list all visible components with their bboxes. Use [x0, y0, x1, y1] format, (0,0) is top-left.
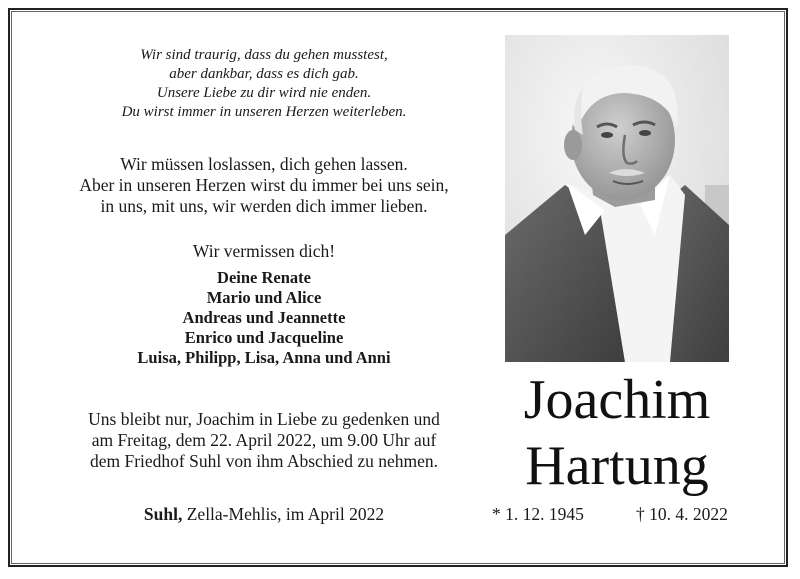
poem — [40, 46, 488, 122]
family-member: Enrico und Jacqueline — [184, 328, 344, 347]
funeral-line: am Freitag, dem 22. April 2022, um 9.00 Uhr auf — [91, 430, 437, 450]
poem-line: Wir sind traurig, dass du gehen musstest, — [140, 47, 388, 63]
poem-line: aber dankbar, dass es dich gab. — [169, 66, 359, 82]
birth-date: * 1. 12. 1945 — [492, 504, 584, 524]
place-date — [40, 504, 488, 525]
miss-line: Wir vermissen dich! — [192, 241, 336, 261]
family-list — [40, 268, 488, 368]
verse-line: Aber in unseren Herzen wirst du immer bei uns sein, — [79, 175, 449, 195]
place-rest: Zella-Mehlis, im April 2022 — [182, 504, 385, 524]
obituary-text-column — [40, 46, 488, 472]
funeral-notice — [40, 409, 488, 472]
death-date: † 10. 4. 2022 — [636, 504, 728, 524]
deceased-first-name: Joachim — [523, 369, 711, 431]
verse — [40, 154, 488, 217]
poem-line: Unsere Liebe zu dir wird nie enden. — [156, 85, 372, 101]
poem-line: Du wirst immer in unseren Herzen weiterleben. — [121, 104, 407, 120]
deceased-last-name: Hartung — [525, 435, 709, 497]
portrait-photo — [505, 35, 729, 362]
funeral-line: dem Friedhof Suhl von ihm Abschied zu nehmen. — [89, 451, 438, 471]
family-member: Andreas und Jeannette — [182, 308, 346, 327]
family-member: Luisa, Philipp, Lisa, Anna und Anni — [137, 348, 391, 367]
funeral-line: Uns bleibt nur, Joachim in Liebe zu gedenken und — [88, 409, 440, 429]
family-member: Mario und Alice — [206, 288, 322, 307]
portrait-illustration — [505, 35, 729, 362]
verse-line: Wir müssen loslassen, dich gehen lassen. — [120, 154, 408, 174]
verse-line: in uns, mit uns, wir werden dich immer lieben. — [100, 196, 428, 216]
place-city: Suhl, — [143, 504, 183, 524]
family-member: Deine Renate — [217, 268, 311, 287]
